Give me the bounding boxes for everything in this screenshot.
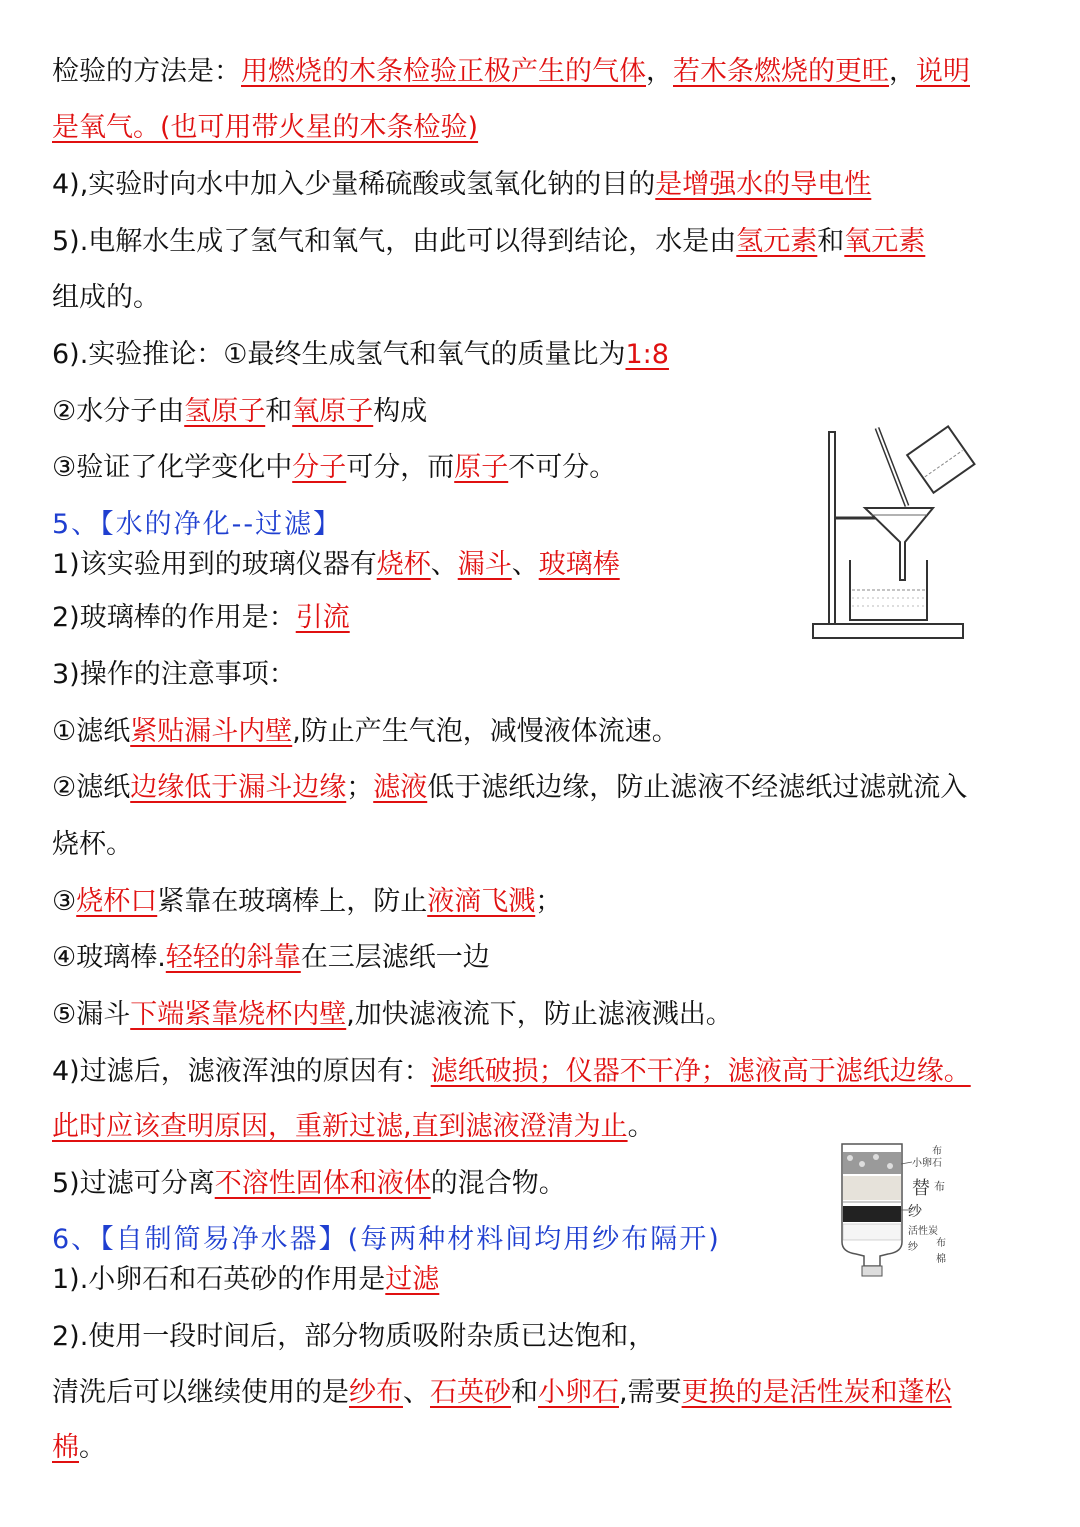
text-line	[52, 1052, 1040, 1092]
body-text: 2).使用一段时间后，部分物质吸附杂质已达饱和，	[52, 1321, 656, 1352]
text-line	[52, 938, 1040, 978]
body-text: 5).电解水生成了氢气和氧气，由此可以得到结论，水是由	[52, 226, 737, 257]
body-text: ，	[889, 56, 916, 87]
text-line	[52, 278, 1040, 318]
answer-text: 引流	[295, 602, 350, 633]
answer-text: 玻璃棒	[538, 549, 620, 580]
body-text: 6).实验推论：①最终生成氢气和氧气的质量比为	[52, 339, 626, 370]
answer-text: 烧杯	[376, 549, 431, 580]
text-line	[52, 335, 1040, 375]
answer-text: 是氧气。(也可用带火星的木条检验)	[52, 112, 479, 143]
text-line	[52, 995, 1040, 1035]
text-line	[52, 882, 1040, 922]
body-text: ②水分子由	[52, 396, 185, 427]
answer-text: 边缘低于漏斗边缘	[130, 772, 347, 803]
answer-text: 用燃烧的木条检验正极产生的气体	[241, 56, 646, 87]
text-line	[52, 1317, 1040, 1357]
body-text: 构成	[373, 396, 428, 427]
text-line	[52, 1373, 1040, 1413]
answer-text: 轻轻的斜靠	[165, 942, 301, 973]
answer-text: 氢元素	[736, 226, 818, 257]
body-text: ,需要	[619, 1377, 682, 1408]
body-text: 。	[79, 1432, 106, 1463]
body-text: ,加快滤液流下，防止滤液溅出。	[346, 999, 733, 1030]
body-text: 、	[430, 549, 458, 580]
body-text: 组成的。	[52, 282, 160, 313]
answer-text: 紧贴漏斗内壁	[130, 716, 293, 747]
body-text: 在三层滤纸一边	[300, 942, 490, 973]
answer-text: 过滤	[385, 1264, 440, 1295]
text-line	[52, 222, 1040, 262]
text-line	[52, 768, 1040, 808]
body-text: 的混合物。	[430, 1168, 566, 1199]
text-line	[52, 108, 1040, 148]
answer-text: 若木条燃烧的更旺	[673, 56, 889, 87]
body-text: 。	[627, 1111, 655, 1142]
purifier-label-cloth: 布	[934, 1180, 945, 1193]
filtration-apparatus-figure	[805, 420, 985, 645]
answer-text: 此时应该查明原因，重新过滤,直到滤液澄清为止	[52, 1111, 628, 1142]
answer-text: 氧元素	[844, 226, 926, 257]
purifier-label-carbon: 活性炭	[908, 1226, 938, 1237]
body-text: 、	[403, 1377, 430, 1408]
water-purifier-figure	[832, 1138, 972, 1288]
body-text: 、	[511, 549, 539, 580]
section-heading: 6、【自制简易净水器】(每两种材料间均用纱布隔开)	[52, 1224, 721, 1255]
purifier-label-cloth-top: 布	[932, 1146, 942, 1157]
body-text: ,防止产生气泡，减慢液体流速。	[292, 716, 679, 747]
answer-text: 棉	[52, 1432, 79, 1463]
body-text: 和	[511, 1377, 538, 1408]
body-text: 不可分。	[508, 452, 617, 483]
body-text: 检验的方法是：	[52, 56, 241, 87]
answer-text: 液滴飞溅	[427, 886, 536, 917]
body-text: ①滤纸	[52, 716, 131, 747]
answer-text: 滤纸破损；仪器不干净；滤液高于滤纸边缘。	[430, 1056, 971, 1087]
answer-text: 小卵石	[538, 1377, 619, 1408]
body-text: 4),实验时向水中加入少量稀硫酸或氢氧化钠的目的	[52, 169, 656, 200]
answer-text: 滤液	[373, 772, 428, 803]
purifier-label-cotton: 棉	[936, 1254, 946, 1265]
answer-text: 是增强水的导电性	[655, 169, 872, 200]
answer-text: 纱布	[349, 1377, 403, 1408]
answer-text: 漏斗	[457, 549, 512, 580]
section-heading: 5、【水的净化--过滤】	[52, 509, 343, 540]
body-text: 和	[265, 396, 293, 427]
text-line	[52, 825, 1040, 865]
body-text: ③	[52, 886, 77, 917]
text-line	[52, 655, 1040, 695]
body-text: ⑤漏斗	[52, 999, 131, 1030]
body-text: 5)过滤可分离	[52, 1168, 215, 1199]
purifier-label-gauze: 纱	[908, 1204, 922, 1220]
answer-text: 分子	[292, 452, 347, 483]
body-text: 3)操作的注意事项：	[52, 659, 296, 690]
body-text: ③验证了化学变化中	[52, 452, 293, 483]
answer-text: 原子	[454, 452, 509, 483]
purifier-label-sand: 替	[912, 1178, 930, 1199]
answer-text: 说明	[916, 56, 970, 87]
answer-text: 氧原子	[292, 396, 374, 427]
text-line	[52, 52, 1040, 92]
answer-text: 1:8	[625, 339, 669, 370]
answer-text: 下端紧靠烧杯内壁	[130, 999, 347, 1030]
body-text: 和	[817, 226, 845, 257]
answer-text: 烧杯口	[76, 886, 158, 917]
body-text: ④玻璃棒.	[52, 942, 166, 973]
purifier-label-pebbles: 小卵石	[912, 1158, 942, 1169]
body-text: 紧靠在玻璃棒上，防止	[157, 886, 428, 917]
body-text: ，	[646, 56, 673, 87]
body-text: 烧杯。	[52, 829, 133, 860]
body-text: ；	[535, 886, 563, 917]
answer-text: 更换的是活性炭和蓬松	[681, 1377, 952, 1408]
body-text: ；	[346, 772, 374, 803]
body-text: 低于滤纸边缘，防止滤液不经滤纸过滤就流入	[427, 772, 968, 803]
purifier-label-gauze2: 纱	[908, 1242, 918, 1253]
body-text: 4)过滤后，滤液浑浊的原因有：	[52, 1056, 431, 1087]
body-text: ②滤纸	[52, 772, 131, 803]
body-text: 可分，而	[346, 452, 455, 483]
body-text: 清洗后可以继续使用的是	[52, 1377, 349, 1408]
body-text: 1)该实验用到的玻璃仪器有	[52, 549, 377, 580]
text-line	[52, 165, 1040, 205]
body-text: 2)玻璃棒的作用是：	[52, 602, 296, 633]
text-line	[52, 1428, 1040, 1468]
answer-text: 石英砂	[430, 1377, 511, 1408]
purifier-label-cloth2: 布	[936, 1238, 946, 1249]
answer-text: 氢原子	[184, 396, 266, 427]
text-line	[52, 712, 1040, 752]
body-text: 1).小卵石和石英砂的作用是	[52, 1264, 386, 1295]
answer-text: 不溶性固体和液体	[214, 1168, 431, 1199]
